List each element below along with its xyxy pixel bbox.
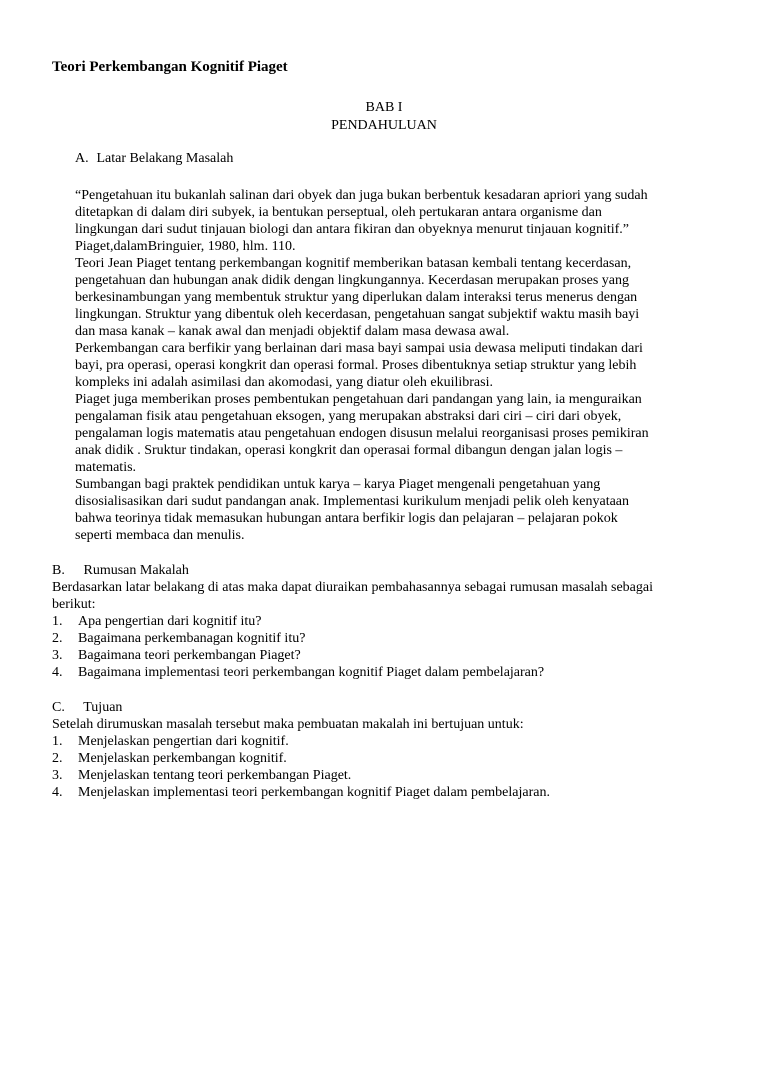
section-a-letter: A. — [75, 151, 89, 166]
paragraph-line: bayi, pra operasi, operasi kongkrit dan operasi formal. Proses dibentuknya setiap struktur yang lebih — [75, 358, 637, 373]
chapter-title-text: PENDAHULUAN — [331, 118, 437, 133]
list-item-number: 3. — [52, 648, 63, 663]
section-b-intro-line: Berdasarkan latar belakang di atas maka dapat diuraikan pembahasannya sebagai rumusan masalah sebagai — [52, 580, 653, 595]
chapter-title — [0, 117, 768, 134]
paragraph-line: dan masa kanak – kanak awal dan menjadi objektif dalam masa dewasa awal. — [75, 324, 510, 339]
paragraph-line: Teori Jean Piaget tentang perkembangan kognitif memberikan batasan kembali tentang kecerdasan, — [75, 256, 632, 271]
section-c-heading — [52, 699, 122, 716]
paragraph-line: Piaget,dalamBringuier, 1980, hlm. 110. — [75, 239, 296, 254]
section-c-letter: C. — [52, 700, 65, 715]
paragraph-line: Perkembangan cara berfikir yang berlainan dari masa bayi sampai usia dewasa meliputi tindakan dari — [75, 341, 643, 356]
list-item-text: Menjelaskan tentang teori perkembangan Piaget. — [78, 768, 352, 783]
list-item — [52, 750, 287, 767]
list-item-text: Menjelaskan implementasi teori perkembangan kognitif Piaget dalam pembelajaran. — [78, 785, 550, 800]
paragraph-line: seperti membaca dan menulis. — [75, 528, 245, 543]
list-item-text: Menjelaskan perkembangan kognitif. — [78, 751, 287, 766]
paragraph-line: “Pengetahuan itu bukanlah salinan dari obyek dan juga bukan berbentuk kesadaran apriori yang sudah — [75, 188, 648, 203]
section-b-heading — [52, 562, 189, 579]
paragraph-line: pengalaman logis matematis atau pengetahuan endogen disusun melalui reorganisasi proses pemikiran — [75, 426, 649, 441]
list-item — [52, 613, 262, 630]
paragraph-line: anak didik . Sruktur tindakan, operasi kongkrit dan operasai formal dibangun dengan jalan logis – — [75, 443, 623, 458]
paragraph-line: disosialisasikan dari sudut pandangan anak. Implementasi kurikulum menjadi pelik oleh kenyataan — [75, 494, 630, 509]
list-item — [52, 733, 289, 750]
section-c-heading-text: Tujuan — [83, 700, 123, 715]
list-item — [52, 630, 305, 647]
list-item-number: 1. — [52, 614, 63, 629]
paragraph-line: bahwa teorinya tidak memasukan hubungan antara berfikir logis dan pelajaran – pelajaran pokok — [75, 511, 618, 526]
list-item-text: Bagaimana perkembanagan kognitif itu? — [78, 631, 306, 646]
chapter-number — [0, 99, 768, 116]
section-a-heading — [75, 150, 233, 167]
chapter-number-text: BAB I — [365, 100, 403, 115]
list-item — [52, 784, 550, 801]
paragraph-line: pengetahuan dan hubungan anak didik dengan lingkungannya. Kecerdasan merupakan proses yang — [75, 273, 629, 288]
list-item-number: 2. — [52, 631, 63, 646]
paragraph-line: lingkungan dari sudut tinjauan biologi dan antara fikiran dan obyeknya menurut tinjauan kognitif.” — [75, 222, 630, 237]
paragraph-line: matematis. — [75, 460, 137, 475]
list-item-text: Bagaimana implementasi teori perkembangan kognitif Piaget dalam pembelajaran? — [78, 665, 545, 680]
list-item — [52, 647, 301, 664]
paragraph-line: Piaget juga memberikan proses pembentukan pengetahuan dari pandangan yang lain, ia menguraikan — [75, 392, 642, 407]
section-b-letter: B. — [52, 563, 65, 578]
list-item-number: 1. — [52, 734, 63, 749]
paragraph-line: kompleks ini adalah asimilasi dan akomodasi, yang diatur oleh ekuilibrasi. — [75, 375, 493, 390]
section-a-heading-text: Latar Belakang Masalah — [96, 151, 234, 166]
paragraph-line: ditetapkan di dalam diri subyek, ia bentukan perseptual, oleh pertukaran antara organisme dan — [75, 205, 602, 220]
section-b-intro-line: berikut: — [52, 597, 96, 612]
list-item-text: Apa pengertian dari kognitif itu? — [78, 614, 262, 629]
paragraph-line: berkesinambungan yang membentuk struktur yang diperlukan dalam interaksi terus menerus dengan — [75, 290, 638, 305]
list-item-number: 4. — [52, 785, 63, 800]
document-title: Teori Perkembangan Kognitif Piaget — [52, 59, 288, 75]
section-c-intro: Setelah dirumuskan masalah tersebut maka pembuatan makalah ini bertujuan untuk: — [52, 717, 524, 732]
list-item-number: 2. — [52, 751, 63, 766]
paragraph-line: pengalaman fisik atau pengetahuan eksogen, yang merupakan abstraksi dari ciri – ciri dari obyek, — [75, 409, 622, 424]
list-item-text: Menjelaskan pengertian dari kognitif. — [78, 734, 289, 749]
paragraph-line: lingkungan. Struktur yang dibentuk oleh kecerdasan, pengetahuan sangat subjektif waktu masih bayi — [75, 307, 640, 322]
list-item-text: Bagaimana teori perkembangan Piaget? — [78, 648, 301, 663]
paragraph-line: Sumbangan bagi praktek pendidikan untuk karya – karya Piaget mengenali pengetahuan yang — [75, 477, 601, 492]
list-item-number: 4. — [52, 665, 63, 680]
list-item — [52, 767, 351, 784]
list-item-number: 3. — [52, 768, 63, 783]
section-b-heading-text: Rumusan Makalah — [83, 563, 189, 578]
list-item — [52, 664, 544, 681]
